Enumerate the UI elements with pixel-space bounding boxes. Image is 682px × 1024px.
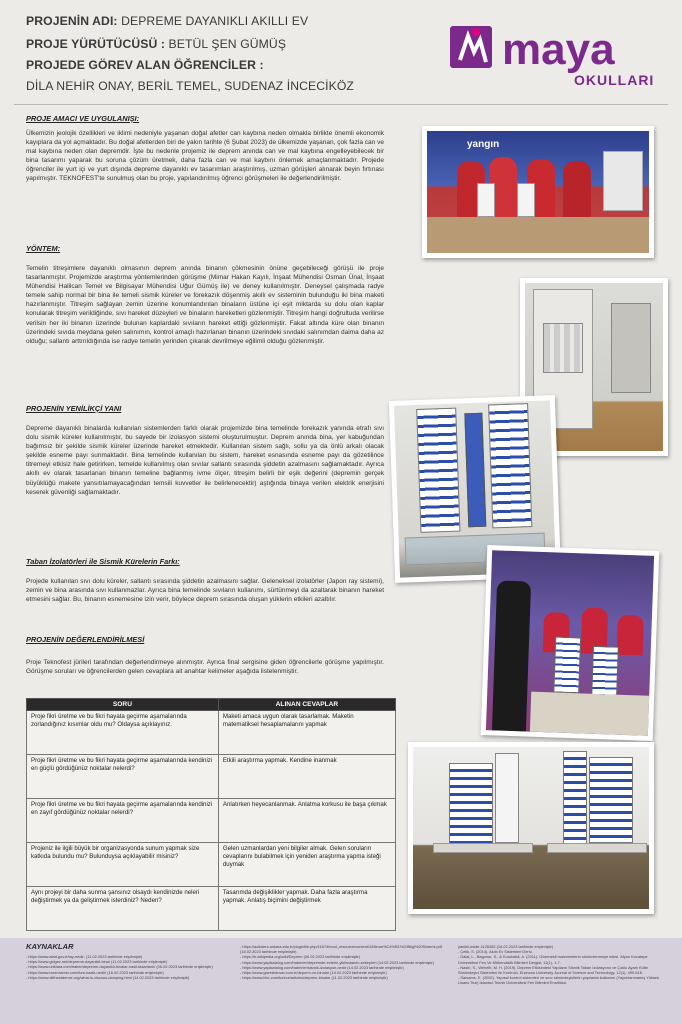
answer-cell: Tasarımda değişiklikler yapmak. Daha fazla araştırma yapmak. Anlatış biçimini değiştirmek: [218, 887, 395, 931]
students-names: DİLA NEHİR ONAY, BERİL TEMEL, SUDENAZ İNCECİKÖZ: [26, 79, 354, 93]
soil-models-image: [413, 747, 649, 909]
logo-word: maya: [502, 25, 615, 74]
table-row: [27, 711, 396, 755]
interview-table: [26, 698, 396, 931]
model-building: [553, 636, 581, 693]
poster-board: [603, 151, 643, 211]
booth-image: [427, 131, 649, 253]
glass-column: [495, 753, 519, 843]
project-lead-line: PROJE YÜRÜTÜCÜSÜ : BETÜL ŞEN GÜMÜŞ: [26, 37, 287, 51]
answer-cell: Etkili araştırma yapmak. Kendine inanmak: [218, 755, 395, 799]
isolator-title: Taban İzolatörleri ile Sismik Kürelerin Farkı:: [26, 557, 180, 566]
building-windows: [543, 323, 583, 373]
table-row: [27, 799, 396, 843]
poster-header: [0, 0, 682, 100]
model-building: [563, 751, 587, 845]
project-name-line: PROJENİN ADI: DEPREME DAYANIKLI AKILLI EV: [26, 14, 309, 28]
building-panel: [611, 303, 651, 393]
display-table: [427, 217, 649, 253]
header-divider: [14, 104, 668, 105]
model-building: [591, 646, 619, 697]
model-building: [517, 183, 535, 217]
model-building: [449, 763, 493, 845]
booth-sign: yangın: [467, 139, 500, 150]
references-col-3: yanikli-esidir-1126282 (16.02.2023 tarihinde erişilmiştir) - Çelik, S. (2014). Akıllı Ev Sistemleri Dersi. - Dalal, L., Bagonar, S., & Kurubaldi, A. (2011). Gözenekli malzemelerin sönümlenmeye etkisi. Afyon Kocatepe Üniversitesi Fen Ve Mühendislik Bilimleri Dergisi, 11(1), 1-7. - Nasiri, S., Wehelb, M. H. (2019). Deprem Etkisindeki Yapıların Sismik Taban İzolasyonu ve Çoklu Ayarlı Kütle Sönümleyici Sistemleri ile Kontrolü. Erzincan University Journal of Science and Technology, 12(1), 499-516. - Sarsams, E. (2002). Yapısal kontrol sistemleri ve sınır sönümleyicilerin yapılarda kullanımı (Yayımlanmamış Yüksek Lisans Tezi) İstanbul Teknik Üniversitesi Fen Bilimleri Enstitüsü.: [458, 944, 660, 986]
references-title: KAYNAKLAR: [26, 942, 74, 951]
photo-soil-models: [408, 742, 654, 914]
table-header-row: [27, 699, 396, 711]
table-row: [27, 887, 396, 931]
question-cell: Projeniz ile ilgili büyük bir organizasyonda sunum yapmak size katkıda bulundu mu? Bulunduysa açıklayabilir misiniz?: [27, 843, 219, 887]
question-cell: Proje fikri üretme ve bu fikri hayata geçirme aşamalarında kendinizi en zayıf gördüğünüz noktalar nelerdi?: [27, 799, 219, 843]
evaluation-title: PROJENİN DEĞERLENDİRİLMESİ: [26, 635, 145, 644]
evaluation-text: Proje Teknofest jürileri tarafından değerlendirmeye alınmıştır. Ayrıca final sergisine giden öğrencilerle görüşme yapılmıştır. Görüşme soruları ve öğrencilerden gelen cevaplara ait anahtar kelimeler aşağıda listelenmiştir.: [26, 659, 384, 676]
isolator-text: Projede kullanılan sıvı dolu küreler, sallantı sırasında şiddetin azalmasını sağlar. Geleneksel izolatörler (Japon ray sistemi), zemin ve bina arasında sıvı kullanmazlar. Ayrıca bina temelinde sıvıların kullanımı, sürtünmeyi da azaltarak binanın hareket etmesini sağlar. Bu, binanın esnemesine izin verir, böylece deprem sırasında oluşan yüklerin etkileri azaltılır.: [26, 578, 384, 604]
foundation-plate: [547, 843, 647, 853]
students-heading: PROJEDE GÖREV ALAN ÖĞRENCİLER :: [26, 58, 264, 72]
method-title: YÖNTEM:: [26, 244, 61, 253]
table-row: [27, 755, 396, 799]
model-building: [416, 408, 460, 533]
foundation-plate: [433, 843, 533, 853]
presentation-image: [486, 550, 654, 736]
maya-okullari-logo: [446, 22, 670, 92]
references-col-1: - https://www.afad.gov.tr/tay-nedir- (11.02.2023 tarihinde erişilmiştir) - https://www.gelgec.net/depreme-dayanikli-bina/ (11.02.2023 tarihinde erişilmiştir) - https://www.urtklara.com/haber/depreme-dayanikli-binalar-nasil-tasarlanir/ (06.02.2023 tarihinde erişilmiştir) - https://www.izmirclamin.com/fore-kazik-nedir/ (16.02.2023 tarihinde erişilmiştir) - https://www.allthesisience.org/what-is-viscous-damping.html (14.02.2023 tarihinde erişilmiştir): [26, 954, 213, 980]
glass-column: [464, 413, 486, 528]
model-building: [488, 403, 532, 528]
question-cell: Proje fikri üretme ve bu fikri hayata geçirme aşamalarında kendinizi en güçlü gördüğünüz noktalar nelerdi?: [27, 755, 219, 799]
question-cell: Proje fikri üretme ve bu fikri hayata geçirme aşamalarında zorlandığınız kısımlar oldu mu? Oldaysa açıklayınız.: [27, 711, 219, 755]
logo-dot: [472, 28, 480, 36]
student-figure: [617, 615, 644, 656]
model-building: [477, 183, 495, 217]
model-building: [589, 757, 633, 843]
method-text: Temelin titreşimlere dayanıklı olmasının deprem anında binanın çökmesinin önüne geçebileceği görüşü ile proje tasarlanmıştır. Projemizde araştırma yöntemlerinden görüşme (Mimar Hakan Kayılı, İnşaat Mühendisi Osman Ünal, İnşaat Mühendisi Halilcan Temel ve Bilgisayar Mühendisi Uğur Gümüş ile) ve deney kullanılmıştır. Deneysel çalışmada radye temele sahip normal bir bina ile temeli sismik küreler ve forekazık döşenmiş akıllı ev sisteminin bulunduğu iki bina maketi hazırlanmıştır. Titreşim sağlayan zemin üzerine konumlandırılan binaların üstüne içi eşit miktarda su dolu olan kaplar konularak titreşim verildiğinde, sıvı hareket düzeyleri ve binaların hareketleri gözlenmiştir. Titreşim hangi doğrultuda verilirse verilsin her iki binanın üzerinde bulunan kaplardaki sıvıların hareket ettiği gözlenmiştir. Fakat altında küre olan binanın üzerindeki sıvıda meydana gelen salınımın, kontrol amaçlı hazırlanan binanın üzerindeki sıvıdaki salınımdan daima daha az olduğu; sallantı arttırıldığında ise radye temelin yerinden çıkarak devrilmeye eğilimli olduğu gözlenmiştir.: [26, 265, 384, 345]
display-table: [530, 692, 651, 736]
logo-sub: OKULLARI: [574, 72, 655, 88]
person-figure: [492, 580, 531, 731]
table-row: [27, 843, 396, 887]
photo-booth: [422, 126, 654, 258]
references-col-2: - https://acikders.ankara.edu.tr/pluginfile.php/11674/mod_resource/content/1/Mimar%C4%B1%20Bilgi%20Sistemi.pdf (16.02.2023 tarihinde erişilmiştir) - https://tr.wikipedia.org/wiki/Deprem (06.02.2023 tarihinde erişilmiştir) - https://www.yapikatalog.com/haberler/depremde-evlerin-yikilmasinin-sebepleri (14.02.2023 tarihinde erişilmiştir) - https://www.yapikatalog.com/haberler/sismik-izolasyon-nedir (14.02.2023 tarihinde erişilmiştir) - https://www.gazeteduvar.com.tr/deprem-ve-binalar (14.02.2023 tarihinde erişilmiştir) - https://www.bbc.com/turkce/articles/deprem-binalar (11.02.2023 tarihinde erişilmiştir): [240, 944, 442, 981]
innovation-text: Depreme dayanıklı binalarda kullanılan sistemlerden farklı olarak projemizde bina temelinde forekazık yanında etrafı sıvı dolu sismik küreler kullanılmıştır, bu sayede bir izolasyon sistemi oluşturulmuştur. Deprem anında bina, yer kabuğundan bağımsız bir şekilde sismik küreler üzerinde hareket etmektedir. Kullanılan sistem sağlı, sollu ya da önlü arkalı olacak şekilde esneme payı sunmaktadır. Bina temelinde kullanılan bu sistem, hareket esnasında esneme payı da gözetilince titremeyi etkisiz hale getirirken, temelde kullanılmış olan sıvılar sallantı sırasında şiddetin azalmasını sağlamaktadır. Ayrıca akıllı ev olarak tasarlanan binanın temeline bağlanmış ivme ölçer, titreşim belirli bir eşik değerini (depremin gerçek büyüklüğü makete yansıtılamayacağından temsili kuvvetler ile belirlenecektir) aştığında binaya verilen elektrik enerjisini keserek güvenliği sağlamaktadır.: [26, 425, 384, 496]
col-answer-header: ALINAN CEVAPLAR: [218, 699, 395, 711]
photo-presentation: [481, 545, 660, 741]
innovation-title: PROJENİN YENİLİKÇİ YANI: [26, 404, 122, 413]
answer-cell: Gelen uzmanlardan yeni bilgiler almak. Gelen soruların cevaplarını bulabilmek için yeniden araştırma yapma isteği duymak: [218, 843, 395, 887]
purpose-title: PROJE AMACI VE UYGULANIŞI:: [26, 114, 140, 123]
purpose-text: Ülkemizin jeolojik özellikleri ve iklimi nedeniyle yaşanan doğal afetler can kaybına neden olmakla birlikte önemli ekonomik kayıplara da yol açmaktadır. Bu doğal afetlerden biri de yakın tarihte (6 Şubat 2023) de ülkemizde yaşanan, çok fazla can ve mal kaybına neden olan depremdir. İşte bu nedenle projemiz ile deprem anında can ve mal kaybına engelleyebilecek bir bina tasarımı yaparak bu soruna çözüm üretmek, daha fazla can ve mal kaybını önlemek amaçlanmaktadır. Projede öğrenciler ile yurt içi ve yurt dışında depreme dayanıklı ev tasarımları araştırılmış, uzman görüşleri alınarak beyin fırtınası yapılmıştır. TEKNOFEST'te sunulmuş olan bu proje, yapılandırılmış öğrenci görüşmeleri ile değerlendirilmiştir.: [26, 130, 384, 183]
answer-cell: Anlatırken heyecanlanmak. Anlatma korkusu ile başa çıkmak: [218, 799, 395, 843]
col-question-header: SORU: [27, 699, 219, 711]
answer-cell: Maketi amaca uygun olarak tasarlamak. Maketin matematiksel hesaplamalarını yapmak: [218, 711, 395, 755]
question-cell: Aynı projeyi bir daha sunma şansınız olsaydı kendinizde neleri değiştirmek ya da geliştirmek isterdiniz? Neden?: [27, 887, 219, 931]
